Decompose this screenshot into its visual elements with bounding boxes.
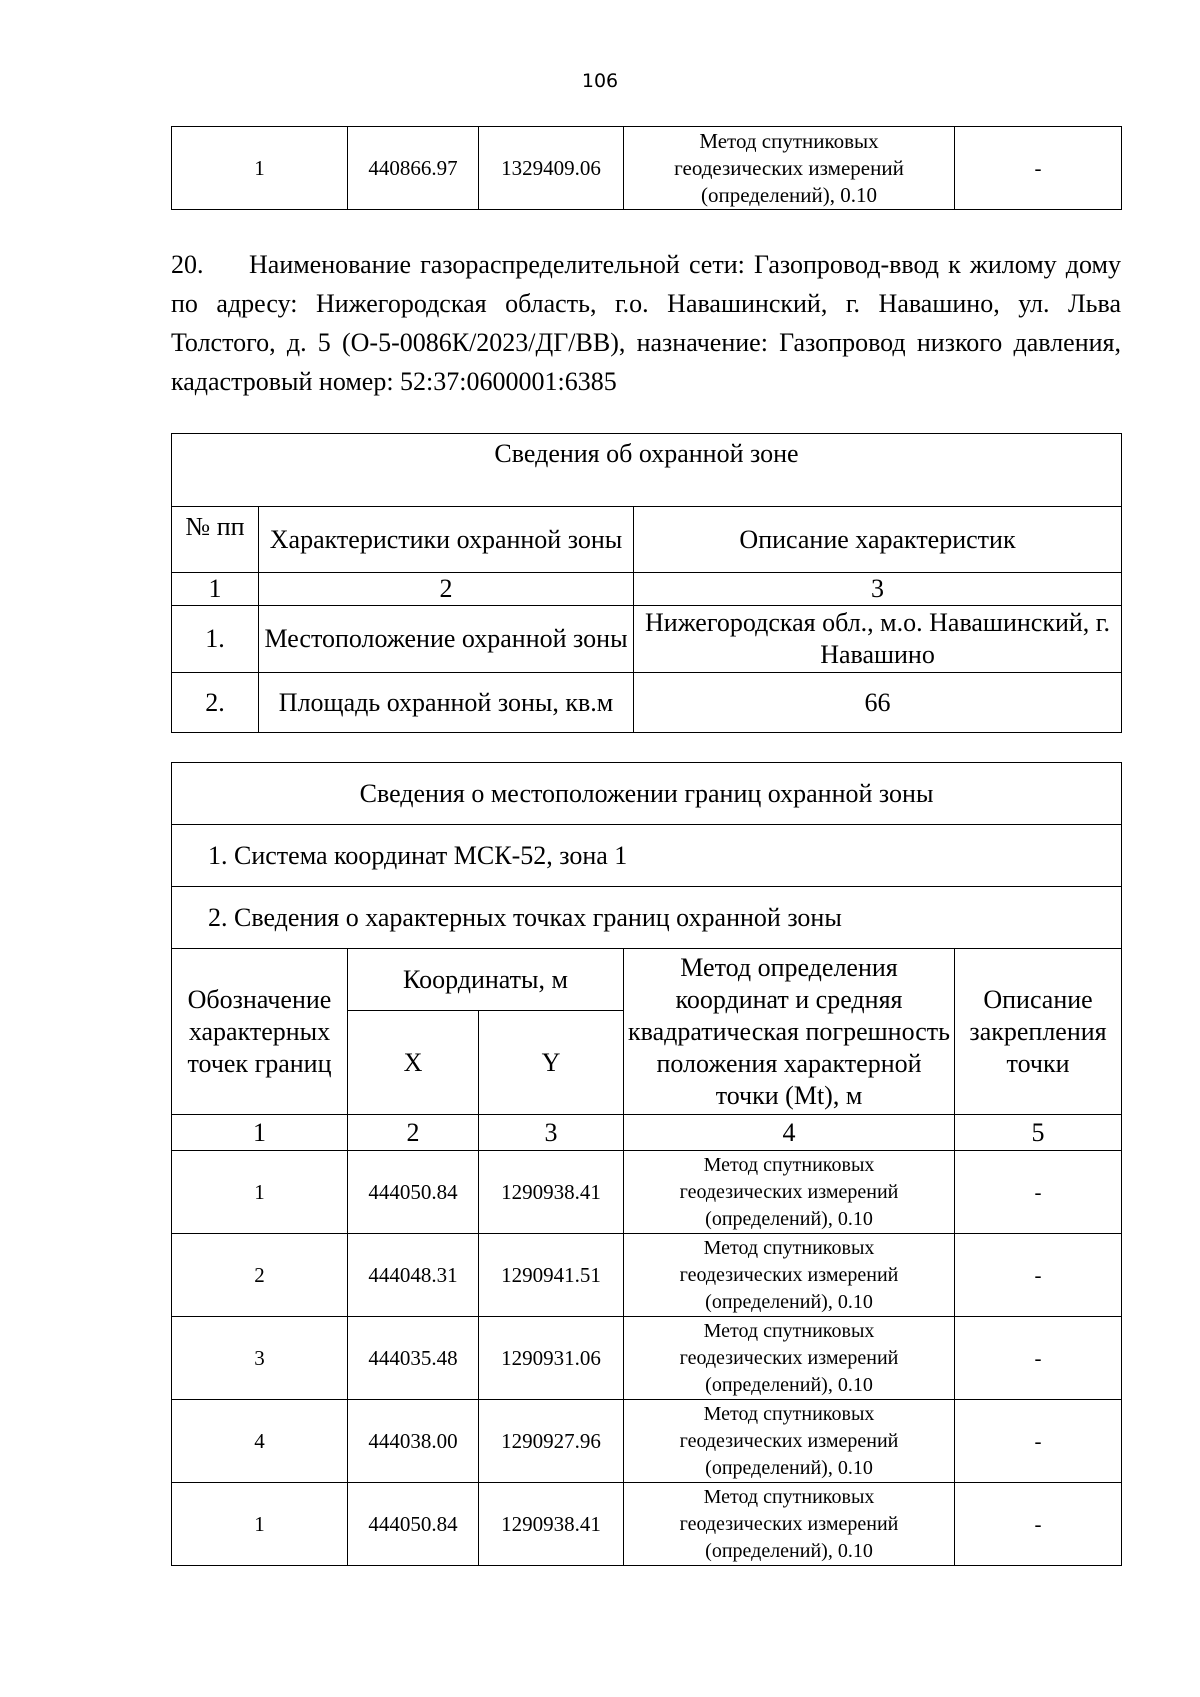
y-cell: 1290931.06 [479,1317,624,1400]
table-row [172,606,1122,673]
x-cell: 440866.97 [348,127,479,210]
point-cell: 3 [172,1317,348,1400]
x-cell: 444050.84 [348,1151,479,1234]
coordinates-table-continuation [171,126,1122,210]
method-cell: Метод спутниковых геодезических измерений (определений), 0.10 [624,1234,955,1317]
table-row [172,673,1122,733]
section-paragraph [171,245,1121,401]
points-heading: 2. Сведения о характерных точках границ охранной зоны [172,887,1122,949]
table-title: Сведения о местоположении границ охранной зоны [172,763,1122,825]
description-cell: 66 [634,673,1122,733]
table-row [172,1317,1122,1400]
table-row [172,1234,1122,1317]
method-cell: Метод спутниковых геодезических измерений (определений), 0.10 [624,1400,955,1483]
method-cell: Метод спутниковых геодезических измерений (определений), 0.10 [624,127,955,210]
index-cell: 3 [479,1115,624,1151]
characteristic-cell: Местоположение охранной зоны [259,606,634,673]
x-cell: 444050.84 [348,1483,479,1566]
point-cell: 1 [172,1483,348,1566]
y-cell: 1290941.51 [479,1234,624,1317]
index-cell: 5 [955,1115,1122,1151]
y-header: Y [479,1011,624,1115]
x-cell: 444035.48 [348,1317,479,1400]
characteristic-cell: Площадь охранной зоны, кв.м [259,673,634,733]
column-header: № пп [172,507,259,573]
method-cell: Метод спутниковых геодезических измерений (определений), 0.10 [624,1151,955,1234]
x-header: X [348,1011,479,1115]
table-row [172,127,1122,210]
fixing-header: Описание закрепления точки [955,949,1122,1115]
description-cell: - [955,1483,1122,1566]
column-header: Описание характеристик [634,507,1122,573]
point-cell: 1 [172,1151,348,1234]
point-cell: 4 [172,1400,348,1483]
row-number: 1. [172,606,259,673]
row-number: 2. [172,673,259,733]
index-cell: 1 [172,1115,348,1151]
description-cell: - [955,1317,1122,1400]
page-number: 106 [581,70,619,92]
index-cell: 1 [172,573,259,606]
method-header: Метод определения координат и средняя квадратическая погрешность положения характерной точки (Mt), м [624,949,955,1115]
boundary-coordinates-table [171,762,1122,1566]
point-cell: 1 [172,127,348,210]
y-cell: 1290927.96 [479,1400,624,1483]
designation-header: Обозначение характерных точек границ [172,949,348,1115]
point-cell: 2 [172,1234,348,1317]
table-row [172,1483,1122,1566]
column-header: Характеристики охранной зоны [259,507,634,573]
description-cell: - [955,1234,1122,1317]
description-cell: - [955,1400,1122,1483]
section-text: Наименование газораспределительной сети: Газопровод-ввод к жилому дому по адресу: Нижегородская область, г.о. Навашинский, г. Навашино, ул. Льва Толстого, д. 5 (О-5-0086К/2023/ДГ/ВВ), назначение: Газопровод низкого давления, кадастровый номер: 52:37:0600001:6385 [171,250,1121,396]
method-cell: Метод спутниковых геодезических измерений (определений), 0.10 [624,1483,955,1566]
index-cell: 4 [624,1115,955,1151]
y-cell: 1290938.41 [479,1483,624,1566]
y-cell: 1290938.41 [479,1151,624,1234]
index-cell: 2 [348,1115,479,1151]
section-number: 20. [171,250,204,279]
index-cell: 3 [634,573,1122,606]
table-row [172,1400,1122,1483]
x-cell: 444038.00 [348,1400,479,1483]
table-title: Сведения об охранной зоне [172,434,1122,507]
method-cell: Метод спутниковых геодезических измерений (определений), 0.10 [624,1317,955,1400]
index-cell: 2 [259,573,634,606]
y-cell: 1329409.06 [479,127,624,210]
protection-zone-table [171,433,1122,733]
coordinate-system: 1. Система координат МСК-52, зона 1 [172,825,1122,887]
coordinates-header: Координаты, м [348,949,624,1011]
x-cell: 444048.31 [348,1234,479,1317]
description-cell: - [955,127,1122,210]
description-cell: - [955,1151,1122,1234]
description-cell: Нижегородская обл., м.о. Навашинский, г. Навашино [634,606,1122,673]
table-row [172,1151,1122,1234]
